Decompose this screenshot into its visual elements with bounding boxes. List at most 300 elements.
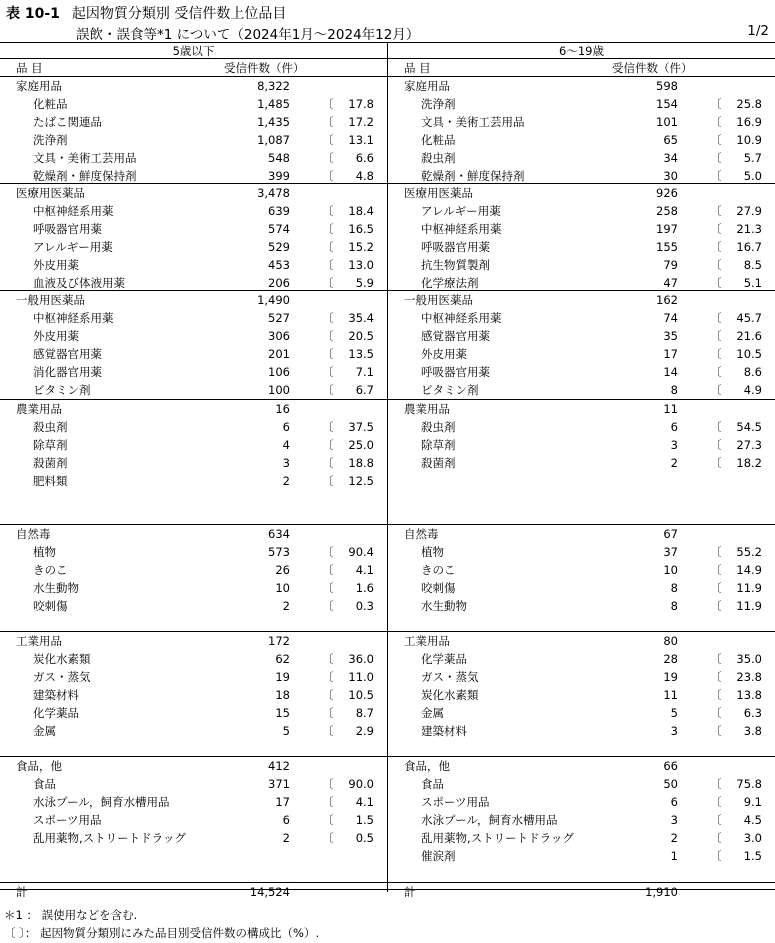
item-name: 殺菌剤 bbox=[421, 456, 456, 470]
percentage-value: 15.2 bbox=[348, 240, 374, 254]
item-row bbox=[388, 95, 775, 113]
percentage-value: 18.4 bbox=[348, 204, 374, 218]
percentage-value: 4.1 bbox=[355, 795, 374, 809]
bracket-open: 〔 bbox=[322, 258, 334, 272]
item-row bbox=[0, 381, 387, 399]
item-row bbox=[0, 256, 387, 274]
item-name: たばこ関連品 bbox=[33, 115, 102, 129]
item-count: 529 bbox=[268, 240, 290, 254]
item-count: 4 bbox=[282, 438, 290, 452]
item-row bbox=[388, 131, 775, 149]
item-row bbox=[388, 847, 775, 865]
category-row bbox=[388, 525, 775, 543]
bracket-open: 〔 bbox=[710, 222, 722, 236]
item-name: 洗浄剤 bbox=[33, 133, 68, 147]
bracket-open: 〔 bbox=[710, 329, 722, 343]
percentage-value: 6.6 bbox=[355, 151, 374, 165]
page-number: 1/2 bbox=[747, 23, 769, 39]
item-count: 527 bbox=[268, 311, 290, 325]
percentage-value: 17.2 bbox=[348, 115, 374, 129]
percentage-value: 4.8 bbox=[355, 169, 374, 183]
count-header: 受信件数（件） bbox=[224, 61, 305, 75]
percentage-value: 37.5 bbox=[348, 420, 374, 434]
item-count: 6 bbox=[670, 795, 678, 809]
item-row bbox=[0, 274, 387, 292]
category-count: 172 bbox=[268, 634, 290, 648]
category-row bbox=[0, 291, 387, 309]
category-name: 農業用品 bbox=[404, 402, 450, 416]
bracket-open: 〔 bbox=[322, 97, 334, 111]
percentage-value: 6.3 bbox=[743, 706, 762, 720]
bracket-open: 〔 bbox=[322, 652, 334, 666]
bracket-open: 〔 bbox=[710, 438, 722, 452]
item-row bbox=[0, 579, 387, 597]
item-name: 金属 bbox=[33, 724, 56, 738]
item-name: 感覚器官用薬 bbox=[33, 347, 102, 361]
item-row bbox=[388, 704, 775, 722]
item-name: 外皮用薬 bbox=[33, 329, 79, 343]
percentage-value: 5.9 bbox=[355, 276, 374, 290]
item-row bbox=[0, 775, 387, 793]
item-row bbox=[388, 345, 775, 363]
percentage-value: 6.7 bbox=[355, 383, 374, 397]
item-count: 6 bbox=[282, 420, 290, 434]
bracket-open: 〔 bbox=[322, 438, 334, 452]
percentage-value: 8.5 bbox=[743, 258, 762, 272]
percentage-value: 16.5 bbox=[348, 222, 374, 236]
item-count: 154 bbox=[656, 97, 678, 111]
category-row bbox=[388, 757, 775, 775]
category-name: 医療用医薬品 bbox=[404, 186, 473, 200]
item-row bbox=[0, 561, 387, 579]
age-column-6-19 bbox=[387, 42, 775, 899]
item-row bbox=[0, 793, 387, 811]
category-name: 家庭用品 bbox=[16, 79, 62, 93]
bracket-open: 〔 bbox=[710, 347, 722, 361]
item-row bbox=[0, 811, 387, 829]
percentage-value: 27.9 bbox=[736, 204, 762, 218]
item-name: 炭化水素類 bbox=[33, 652, 91, 666]
item-name: 催涙剤 bbox=[421, 849, 456, 863]
percentage-value: 0.5 bbox=[355, 831, 374, 845]
item-count: 371 bbox=[268, 777, 290, 791]
bracket-open: 〔 bbox=[710, 688, 722, 702]
item-count: 201 bbox=[268, 347, 290, 361]
item-name: 除草剤 bbox=[421, 438, 456, 452]
column-body bbox=[0, 77, 387, 901]
item-name: 殺虫剤 bbox=[421, 420, 456, 434]
percentage-value: 8.7 bbox=[355, 706, 374, 720]
bracket-open: 〔 bbox=[322, 563, 334, 577]
item-name: ビタミン剤 bbox=[421, 383, 479, 397]
item-count: 3 bbox=[670, 438, 678, 452]
column-body bbox=[388, 77, 775, 901]
item-row bbox=[0, 309, 387, 327]
item-count: 11 bbox=[663, 688, 678, 702]
item-row bbox=[388, 775, 775, 793]
item-count: 34 bbox=[663, 151, 678, 165]
percentage-value: 12.5 bbox=[348, 474, 374, 488]
item-count: 37 bbox=[663, 545, 678, 559]
category-name: 農業用品 bbox=[16, 402, 62, 416]
percentage-value: 25.0 bbox=[348, 438, 374, 452]
item-count: 26 bbox=[275, 563, 290, 577]
percentage-value: 16.7 bbox=[736, 240, 762, 254]
total-label: 計 bbox=[16, 885, 28, 899]
bracket-open: 〔 bbox=[322, 599, 334, 613]
item-count: 3 bbox=[670, 813, 678, 827]
percentage-value: 11.9 bbox=[736, 599, 762, 613]
item-row bbox=[388, 668, 775, 686]
percentage-value: 55.2 bbox=[736, 545, 762, 559]
category-name: 一般用医薬品 bbox=[16, 293, 85, 307]
item-row bbox=[388, 650, 775, 668]
bracket-open: 〔 bbox=[322, 222, 334, 236]
bracket-open: 〔 bbox=[322, 133, 334, 147]
bracket-open: 〔 bbox=[322, 813, 334, 827]
category-count: 162 bbox=[656, 293, 678, 307]
category-row bbox=[0, 525, 387, 543]
item-row bbox=[388, 543, 775, 561]
item-row bbox=[0, 220, 387, 238]
item-row bbox=[388, 793, 775, 811]
percentage-value: 17.8 bbox=[348, 97, 374, 111]
item-count: 1 bbox=[670, 849, 678, 863]
item-count: 3 bbox=[670, 724, 678, 738]
item-name: 乱用薬物,ストリートドラッグ bbox=[421, 831, 574, 845]
item-name: きのこ bbox=[33, 563, 68, 577]
category-name: 家庭用品 bbox=[404, 79, 450, 93]
percentage-value: 75.8 bbox=[736, 777, 762, 791]
item-row bbox=[388, 579, 775, 597]
item-count: 106 bbox=[268, 365, 290, 379]
category-count: 412 bbox=[268, 759, 290, 773]
item-count: 258 bbox=[656, 204, 678, 218]
category-row bbox=[0, 400, 387, 418]
item-name: 化粧品 bbox=[421, 133, 456, 147]
category-name: 自然毒 bbox=[404, 527, 439, 541]
percentage-value: 7.1 bbox=[355, 365, 374, 379]
category-count: 8,322 bbox=[257, 79, 290, 93]
bracket-open: 〔 bbox=[710, 670, 722, 684]
bracket-open: 〔 bbox=[322, 545, 334, 559]
item-name: スポーツ用品 bbox=[421, 795, 490, 809]
percentage-value: 90.4 bbox=[348, 545, 374, 559]
item-name: 呼吸器官用薬 bbox=[33, 222, 102, 236]
bracket-open: 〔 bbox=[710, 724, 722, 738]
percentage-value: 45.7 bbox=[736, 311, 762, 325]
item-count: 573 bbox=[268, 545, 290, 559]
item-name: 水生動物 bbox=[33, 581, 79, 595]
bracket-open: 〔 bbox=[322, 474, 334, 488]
count-header: 受信件数（件） bbox=[612, 61, 693, 75]
bracket-open: 〔 bbox=[322, 329, 334, 343]
item-row bbox=[0, 363, 387, 381]
bracket-open: 〔 bbox=[710, 169, 722, 183]
item-row bbox=[0, 238, 387, 256]
bracket-open: 〔 bbox=[710, 420, 722, 434]
item-count: 10 bbox=[663, 563, 678, 577]
category-group bbox=[388, 525, 775, 632]
bracket-open: 〔 bbox=[710, 258, 722, 272]
item-name: アレルギー用薬 bbox=[421, 204, 501, 218]
category-name: 一般用医薬品 bbox=[404, 293, 473, 307]
category-count: 598 bbox=[656, 79, 678, 93]
item-name: スポーツ用品 bbox=[33, 813, 102, 827]
bracket-open: 〔 bbox=[322, 169, 334, 183]
item-name: 血液及び体液用薬 bbox=[33, 276, 125, 290]
category-name: 食品，他 bbox=[16, 759, 62, 773]
category-count: 67 bbox=[663, 527, 678, 541]
item-name: 咬刺傷 bbox=[33, 599, 68, 613]
percentage-value: 11.0 bbox=[348, 670, 374, 684]
bracket-open: 〔 bbox=[710, 599, 722, 613]
percentage-value: 13.8 bbox=[736, 688, 762, 702]
percentage-value: 13.1 bbox=[348, 133, 374, 147]
bracket-open: 〔 bbox=[322, 795, 334, 809]
percentage-value: 36.0 bbox=[348, 652, 374, 666]
item-count: 1,435 bbox=[257, 115, 290, 129]
category-row bbox=[388, 632, 775, 650]
bracket-open: 〔 bbox=[710, 115, 722, 129]
bracket-open: 〔 bbox=[322, 151, 334, 165]
category-group bbox=[388, 77, 775, 184]
category-count: 66 bbox=[663, 759, 678, 773]
percentage-value: 35.0 bbox=[736, 652, 762, 666]
item-count: 19 bbox=[275, 670, 290, 684]
item-count: 18 bbox=[275, 688, 290, 702]
item-count: 2 bbox=[670, 456, 678, 470]
bracket-open: 〔 bbox=[322, 347, 334, 361]
category-row bbox=[0, 632, 387, 650]
item-count: 548 bbox=[268, 151, 290, 165]
item-name: 食品 bbox=[421, 777, 444, 791]
percentage-value: 35.4 bbox=[348, 311, 374, 325]
item-count: 47 bbox=[663, 276, 678, 290]
item-row bbox=[388, 274, 775, 292]
bracket-open: 〔 bbox=[322, 311, 334, 325]
item-name: 呼吸器官用薬 bbox=[421, 365, 490, 379]
column-header: 6～19歳 bbox=[388, 42, 775, 59]
percentage-value: 2.9 bbox=[355, 724, 374, 738]
item-name: 洗浄剤 bbox=[421, 97, 456, 111]
percentage-value: 90.0 bbox=[348, 777, 374, 791]
percentage-value: 10.5 bbox=[348, 688, 374, 702]
item-name: 外皮用薬 bbox=[421, 347, 467, 361]
item-name: 水泳プール，飼育水槽用品 bbox=[421, 813, 558, 827]
bracket-open: 〔 bbox=[322, 724, 334, 738]
item-count: 197 bbox=[656, 222, 678, 236]
data-table bbox=[0, 42, 775, 899]
table-bottom-rule bbox=[0, 889, 775, 890]
item-name: 消化器官用薬 bbox=[33, 365, 102, 379]
item-count: 6 bbox=[282, 813, 290, 827]
item-row bbox=[388, 327, 775, 345]
bracket-open: 〔 bbox=[710, 133, 722, 147]
item-count: 2 bbox=[282, 831, 290, 845]
percentage-value: 8.6 bbox=[743, 365, 762, 379]
category-row bbox=[388, 400, 775, 418]
percentage-value: 14.9 bbox=[736, 563, 762, 577]
item-row bbox=[0, 202, 387, 220]
bracket-open: 〔 bbox=[710, 383, 722, 397]
percentage-value: 9.1 bbox=[743, 795, 762, 809]
item-count: 28 bbox=[663, 652, 678, 666]
percentage-value: 18.8 bbox=[348, 456, 374, 470]
item-header: 品 目 bbox=[404, 61, 431, 75]
category-group bbox=[0, 184, 387, 291]
item-name: 中枢神経系用薬 bbox=[33, 204, 114, 218]
item-row bbox=[388, 256, 775, 274]
bracket-open: 〔 bbox=[710, 151, 722, 165]
bracket-open: 〔 bbox=[322, 831, 334, 845]
total-label: 計 bbox=[404, 885, 416, 899]
bracket-open: 〔 bbox=[710, 97, 722, 111]
item-name: 炭化水素類 bbox=[421, 688, 479, 702]
item-name: 建築材料 bbox=[33, 688, 79, 702]
column-subheader bbox=[388, 59, 775, 77]
bracket-open: 〔 bbox=[710, 276, 722, 290]
percentage-value: 11.9 bbox=[736, 581, 762, 595]
percentage-value: 25.8 bbox=[736, 97, 762, 111]
item-count: 639 bbox=[268, 204, 290, 218]
percentage-value: 54.5 bbox=[736, 420, 762, 434]
item-name: きのこ bbox=[421, 563, 456, 577]
item-name: 外皮用薬 bbox=[33, 258, 79, 272]
category-count: 3,478 bbox=[257, 186, 290, 200]
bracket-open: 〔 bbox=[322, 276, 334, 290]
category-count: 926 bbox=[656, 186, 678, 200]
percentage-value: 5.0 bbox=[743, 169, 762, 183]
item-row bbox=[0, 686, 387, 704]
category-group bbox=[388, 291, 775, 400]
category-row bbox=[388, 77, 775, 95]
category-name: 工業用品 bbox=[16, 634, 62, 648]
item-row bbox=[388, 454, 775, 472]
category-name: 工業用品 bbox=[404, 634, 450, 648]
item-row bbox=[388, 597, 775, 615]
item-count: 8 bbox=[670, 599, 678, 613]
percentage-value: 27.3 bbox=[736, 438, 762, 452]
item-row bbox=[0, 95, 387, 113]
footnote: 〔 〕： 起因物質分類別にみた品目別受信件数の構成比（%）. bbox=[4, 926, 320, 940]
bracket-open: 〔 bbox=[322, 581, 334, 595]
item-row bbox=[388, 561, 775, 579]
bracket-open: 〔 bbox=[710, 831, 722, 845]
category-row bbox=[0, 757, 387, 775]
bracket-open: 〔 bbox=[710, 311, 722, 325]
item-name: 咬刺傷 bbox=[421, 581, 456, 595]
percentage-value: 10.9 bbox=[736, 133, 762, 147]
item-count: 30 bbox=[663, 169, 678, 183]
item-count: 50 bbox=[663, 777, 678, 791]
bracket-open: 〔 bbox=[710, 777, 722, 791]
item-row bbox=[0, 472, 387, 490]
bracket-open: 〔 bbox=[322, 456, 334, 470]
item-row bbox=[0, 149, 387, 167]
percentage-value: 1.6 bbox=[355, 581, 374, 595]
category-count: 80 bbox=[663, 634, 678, 648]
item-count: 10 bbox=[275, 581, 290, 595]
percentage-value: 4.9 bbox=[743, 383, 762, 397]
bracket-open: 〔 bbox=[322, 240, 334, 254]
item-row bbox=[388, 811, 775, 829]
item-name: 肥料類 bbox=[33, 474, 68, 488]
item-name: 感覚器官用薬 bbox=[421, 329, 490, 343]
category-group bbox=[0, 525, 387, 632]
bracket-open: 〔 bbox=[710, 813, 722, 827]
percentage-value: 23.8 bbox=[736, 670, 762, 684]
item-row bbox=[388, 149, 775, 167]
item-name: 乱用薬物,ストリートドラッグ bbox=[33, 831, 186, 845]
category-name: 自然毒 bbox=[16, 527, 51, 541]
item-count: 399 bbox=[268, 169, 290, 183]
item-name: アレルギー用薬 bbox=[33, 240, 113, 254]
item-count: 574 bbox=[268, 222, 290, 236]
item-name: ガス・蒸気 bbox=[33, 670, 91, 684]
bracket-open: 〔 bbox=[322, 383, 334, 397]
item-count: 65 bbox=[663, 133, 678, 147]
item-row bbox=[0, 327, 387, 345]
item-name: 中枢神経系用薬 bbox=[421, 222, 502, 236]
item-count: 15 bbox=[275, 706, 290, 720]
item-count: 100 bbox=[268, 383, 290, 397]
page-title: 起因物質分類別 受信件数上位品目 bbox=[71, 6, 287, 22]
item-count: 6 bbox=[670, 420, 678, 434]
bracket-open: 〔 bbox=[322, 688, 334, 702]
title-line bbox=[6, 3, 286, 23]
category-group bbox=[0, 400, 387, 525]
item-row bbox=[0, 436, 387, 454]
bracket-open: 〔 bbox=[322, 204, 334, 218]
item-row bbox=[388, 167, 775, 185]
item-name: 殺虫剤 bbox=[421, 151, 456, 165]
percentage-value: 3.8 bbox=[743, 724, 762, 738]
category-row bbox=[0, 184, 387, 202]
item-name: 殺菌剤 bbox=[33, 456, 68, 470]
total-row bbox=[388, 883, 775, 901]
bracket-open: 〔 bbox=[710, 563, 722, 577]
item-count: 2 bbox=[670, 831, 678, 845]
category-count: 1,490 bbox=[257, 293, 290, 307]
item-name: 呼吸器官用薬 bbox=[421, 240, 490, 254]
item-count: 1,087 bbox=[257, 133, 290, 147]
item-row bbox=[388, 113, 775, 131]
item-count: 101 bbox=[656, 115, 678, 129]
bracket-open: 〔 bbox=[710, 849, 722, 863]
bracket-open: 〔 bbox=[322, 706, 334, 720]
item-name: 化学療法剤 bbox=[421, 276, 479, 290]
item-name: 水泳プール，飼育水槽用品 bbox=[33, 795, 170, 809]
item-row bbox=[388, 202, 775, 220]
item-row bbox=[388, 238, 775, 256]
bracket-open: 〔 bbox=[710, 240, 722, 254]
item-row bbox=[0, 131, 387, 149]
category-count: 11 bbox=[663, 402, 678, 416]
item-row bbox=[388, 829, 775, 847]
item-row bbox=[0, 454, 387, 472]
item-name: 文具・美術工芸用品 bbox=[421, 115, 525, 129]
item-count: 8 bbox=[670, 383, 678, 397]
item-row bbox=[388, 220, 775, 238]
item-name: 抗生物質製剤 bbox=[421, 258, 490, 272]
item-row bbox=[388, 363, 775, 381]
bracket-open: 〔 bbox=[710, 706, 722, 720]
column-subheader bbox=[0, 59, 387, 77]
category-name: 食品，他 bbox=[404, 759, 450, 773]
age-column-under-5 bbox=[0, 42, 387, 899]
item-name: 植物 bbox=[421, 545, 444, 559]
